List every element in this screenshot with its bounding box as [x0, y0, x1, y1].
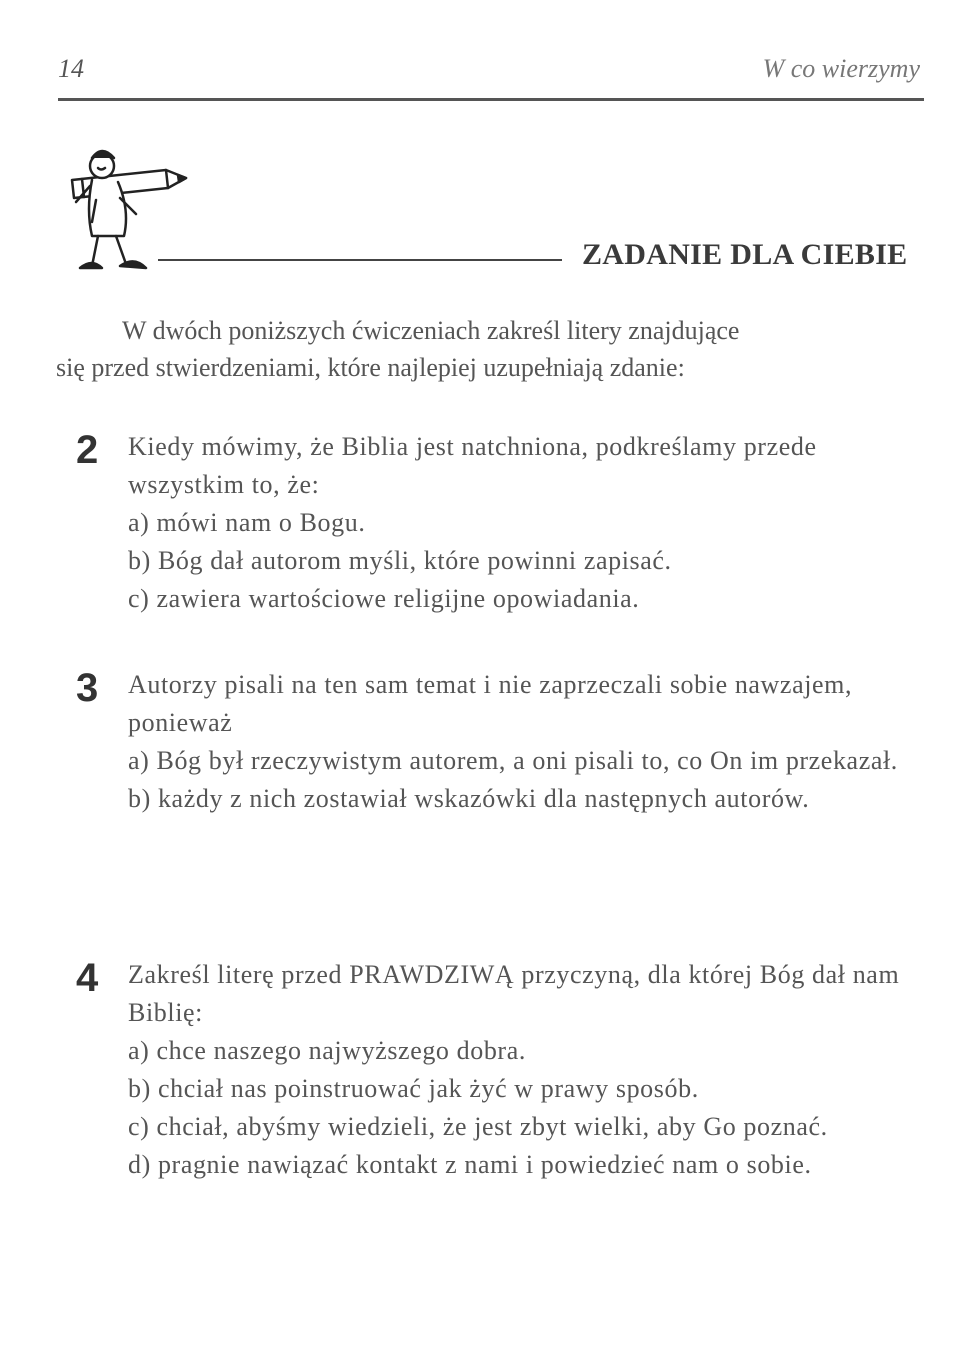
- task-intro: [56, 312, 930, 386]
- intro-line: W dwóch poniższych ćwiczeniach zakreśl litery znajdujące: [122, 316, 740, 345]
- answer-option-a[interactable]: a) mówi nam o Bogu.: [128, 508, 366, 537]
- exercise-4: [76, 956, 936, 1184]
- header-rule: [58, 98, 924, 101]
- exercise-2: [76, 428, 936, 618]
- answer-option-b[interactable]: b) każdy z nich zostawiał wskazówki dla następnych autorów.: [128, 784, 810, 813]
- answer-option-a[interactable]: a) Bóg był rzeczywistym autorem, a oni pisali to, co On im przekazał.: [128, 746, 898, 775]
- exercise-3: [76, 666, 936, 818]
- exercise-question: Autorzy pisali na ten sam temat i nie zaprzeczali sobie nawzajem, ponieważ: [128, 670, 853, 737]
- intro-line: się przed stwierdzeniami, które najlepiej uzupełniają zdanie:: [56, 353, 685, 382]
- running-head: W co wierzymy: [762, 54, 920, 83]
- task-heading: ZADANIE DLA CIEBIE: [582, 238, 908, 271]
- exercise-number: 2: [76, 428, 99, 472]
- answer-option-b[interactable]: b) Bóg dał autorom myśli, które powinni zapisać.: [128, 546, 672, 575]
- answer-option-b[interactable]: b) chciał nas poinstruować jak żyć w prawy sposób.: [128, 1074, 699, 1103]
- page-number: 14: [58, 54, 84, 83]
- answer-option-c[interactable]: c) chciał, abyśmy wiedzieli, że jest zbyt wielki, aby Go poznać.: [128, 1112, 828, 1141]
- exercise-question: Kiedy mówimy, że Biblia jest natchniona, podkreślamy przede wszystkim to, że:: [128, 432, 817, 499]
- task-rule: [158, 259, 562, 261]
- answer-option-d[interactable]: d) pragnie nawiązać kontakt z nami i powiedzieć nam o sobie.: [128, 1150, 812, 1179]
- exercise-number: 3: [76, 666, 99, 710]
- pencil-carrying-figure-icon: [62, 140, 212, 290]
- answer-option-a[interactable]: a) chce naszego najwyższego dobra.: [128, 1036, 526, 1065]
- exercise-number: 4: [76, 956, 99, 1000]
- answer-option-c[interactable]: c) zawiera wartościowe religijne opowiadania.: [128, 584, 640, 613]
- exercise-question: Zakreśl literę przed PRAWDZIWĄ przyczyną, dla której Bóg dał nam Biblię:: [128, 960, 900, 1027]
